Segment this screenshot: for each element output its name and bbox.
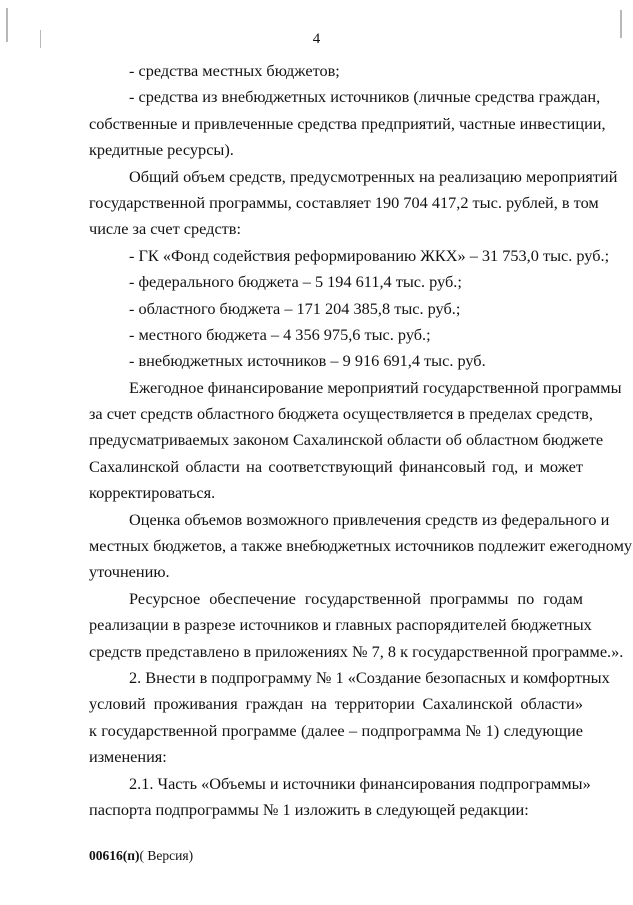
text-line: Общий объем средств, предусмотренных на реализацию мероприятий bbox=[129, 166, 618, 186]
text-line: реализации в разрезе источников и главных распорядителей бюджетных bbox=[89, 615, 592, 635]
text-line: - областного бюджета – 171 204 385,8 тыс. руб.; bbox=[129, 298, 461, 318]
text-line: собственные и привлеченные средства предприятий, частные инвестиции, bbox=[89, 113, 606, 133]
text-line: государственной программы, составляет 190 704 417,2 тыс. рублей, в том bbox=[89, 192, 599, 212]
text-line: паспорта подпрограммы № 1 изложить в следующей редакции: bbox=[89, 799, 529, 819]
text-line: местных бюджетов, а также внебюджетных источников подлежит ежегодному bbox=[89, 536, 633, 556]
text-line: 2. Внести в подпрограмму № 1 «Создание безопасных и комфортных bbox=[129, 667, 610, 687]
document-body bbox=[89, 58, 633, 823]
text-line: условий проживания граждан на территории Сахалинской области» bbox=[89, 694, 583, 714]
text-line: уточнению. bbox=[89, 562, 170, 582]
text-line: - средства из внебюджетных источников (личные средства граждан, bbox=[129, 87, 601, 107]
text-line: 2.1. Часть «Объемы и источники финансирования подпрограммы» bbox=[129, 773, 591, 793]
text-line: - ГК «Фонд содействия реформированию ЖКХ» – 31 753,0 тыс. руб.; bbox=[129, 245, 610, 265]
text-line: Ресурсное обеспечение государственной программы по годам bbox=[129, 588, 583, 608]
text-line: средств представлено в приложениях № 7, 8 к государственной программе.». bbox=[89, 641, 624, 661]
text-line: корректироваться. bbox=[89, 483, 216, 503]
text-line: - федерального бюджета – 5 194 611,4 тыс. руб.; bbox=[129, 272, 462, 292]
text-line: кредитные ресурсы). bbox=[89, 140, 234, 160]
text-line: за счет средств областного бюджета осуществляется в пределах средств, bbox=[89, 404, 593, 424]
document-version: ( Версия) bbox=[139, 848, 194, 863]
text-line: - местного бюджета – 4 356 975,6 тыс. руб.; bbox=[129, 324, 431, 344]
text-line: изменения: bbox=[89, 747, 167, 767]
text-line: Сахалинской области на соответствующий финансовый год, и может bbox=[89, 456, 583, 476]
text-line: - средства местных бюджетов; bbox=[129, 61, 340, 80]
document-code: 00616(п) bbox=[89, 848, 140, 863]
document-footer bbox=[89, 848, 193, 864]
text-line: Оценка объемов возможного привлечения средств из федерального и bbox=[129, 509, 610, 529]
text-line: Ежегодное финансирование мероприятий государственной программы bbox=[129, 377, 622, 397]
text-line: к государственной программе (далее – подпрограмма № 1) следующие bbox=[89, 720, 583, 740]
text-line: - внебюджетных источников – 9 916 691,4 тыс. руб. bbox=[129, 351, 486, 371]
page-number: 4 bbox=[312, 31, 321, 47]
text-line: предусматриваемых законом Сахалинской области об областном бюджете bbox=[89, 430, 604, 450]
text-line: числе за счет средств: bbox=[89, 219, 241, 239]
